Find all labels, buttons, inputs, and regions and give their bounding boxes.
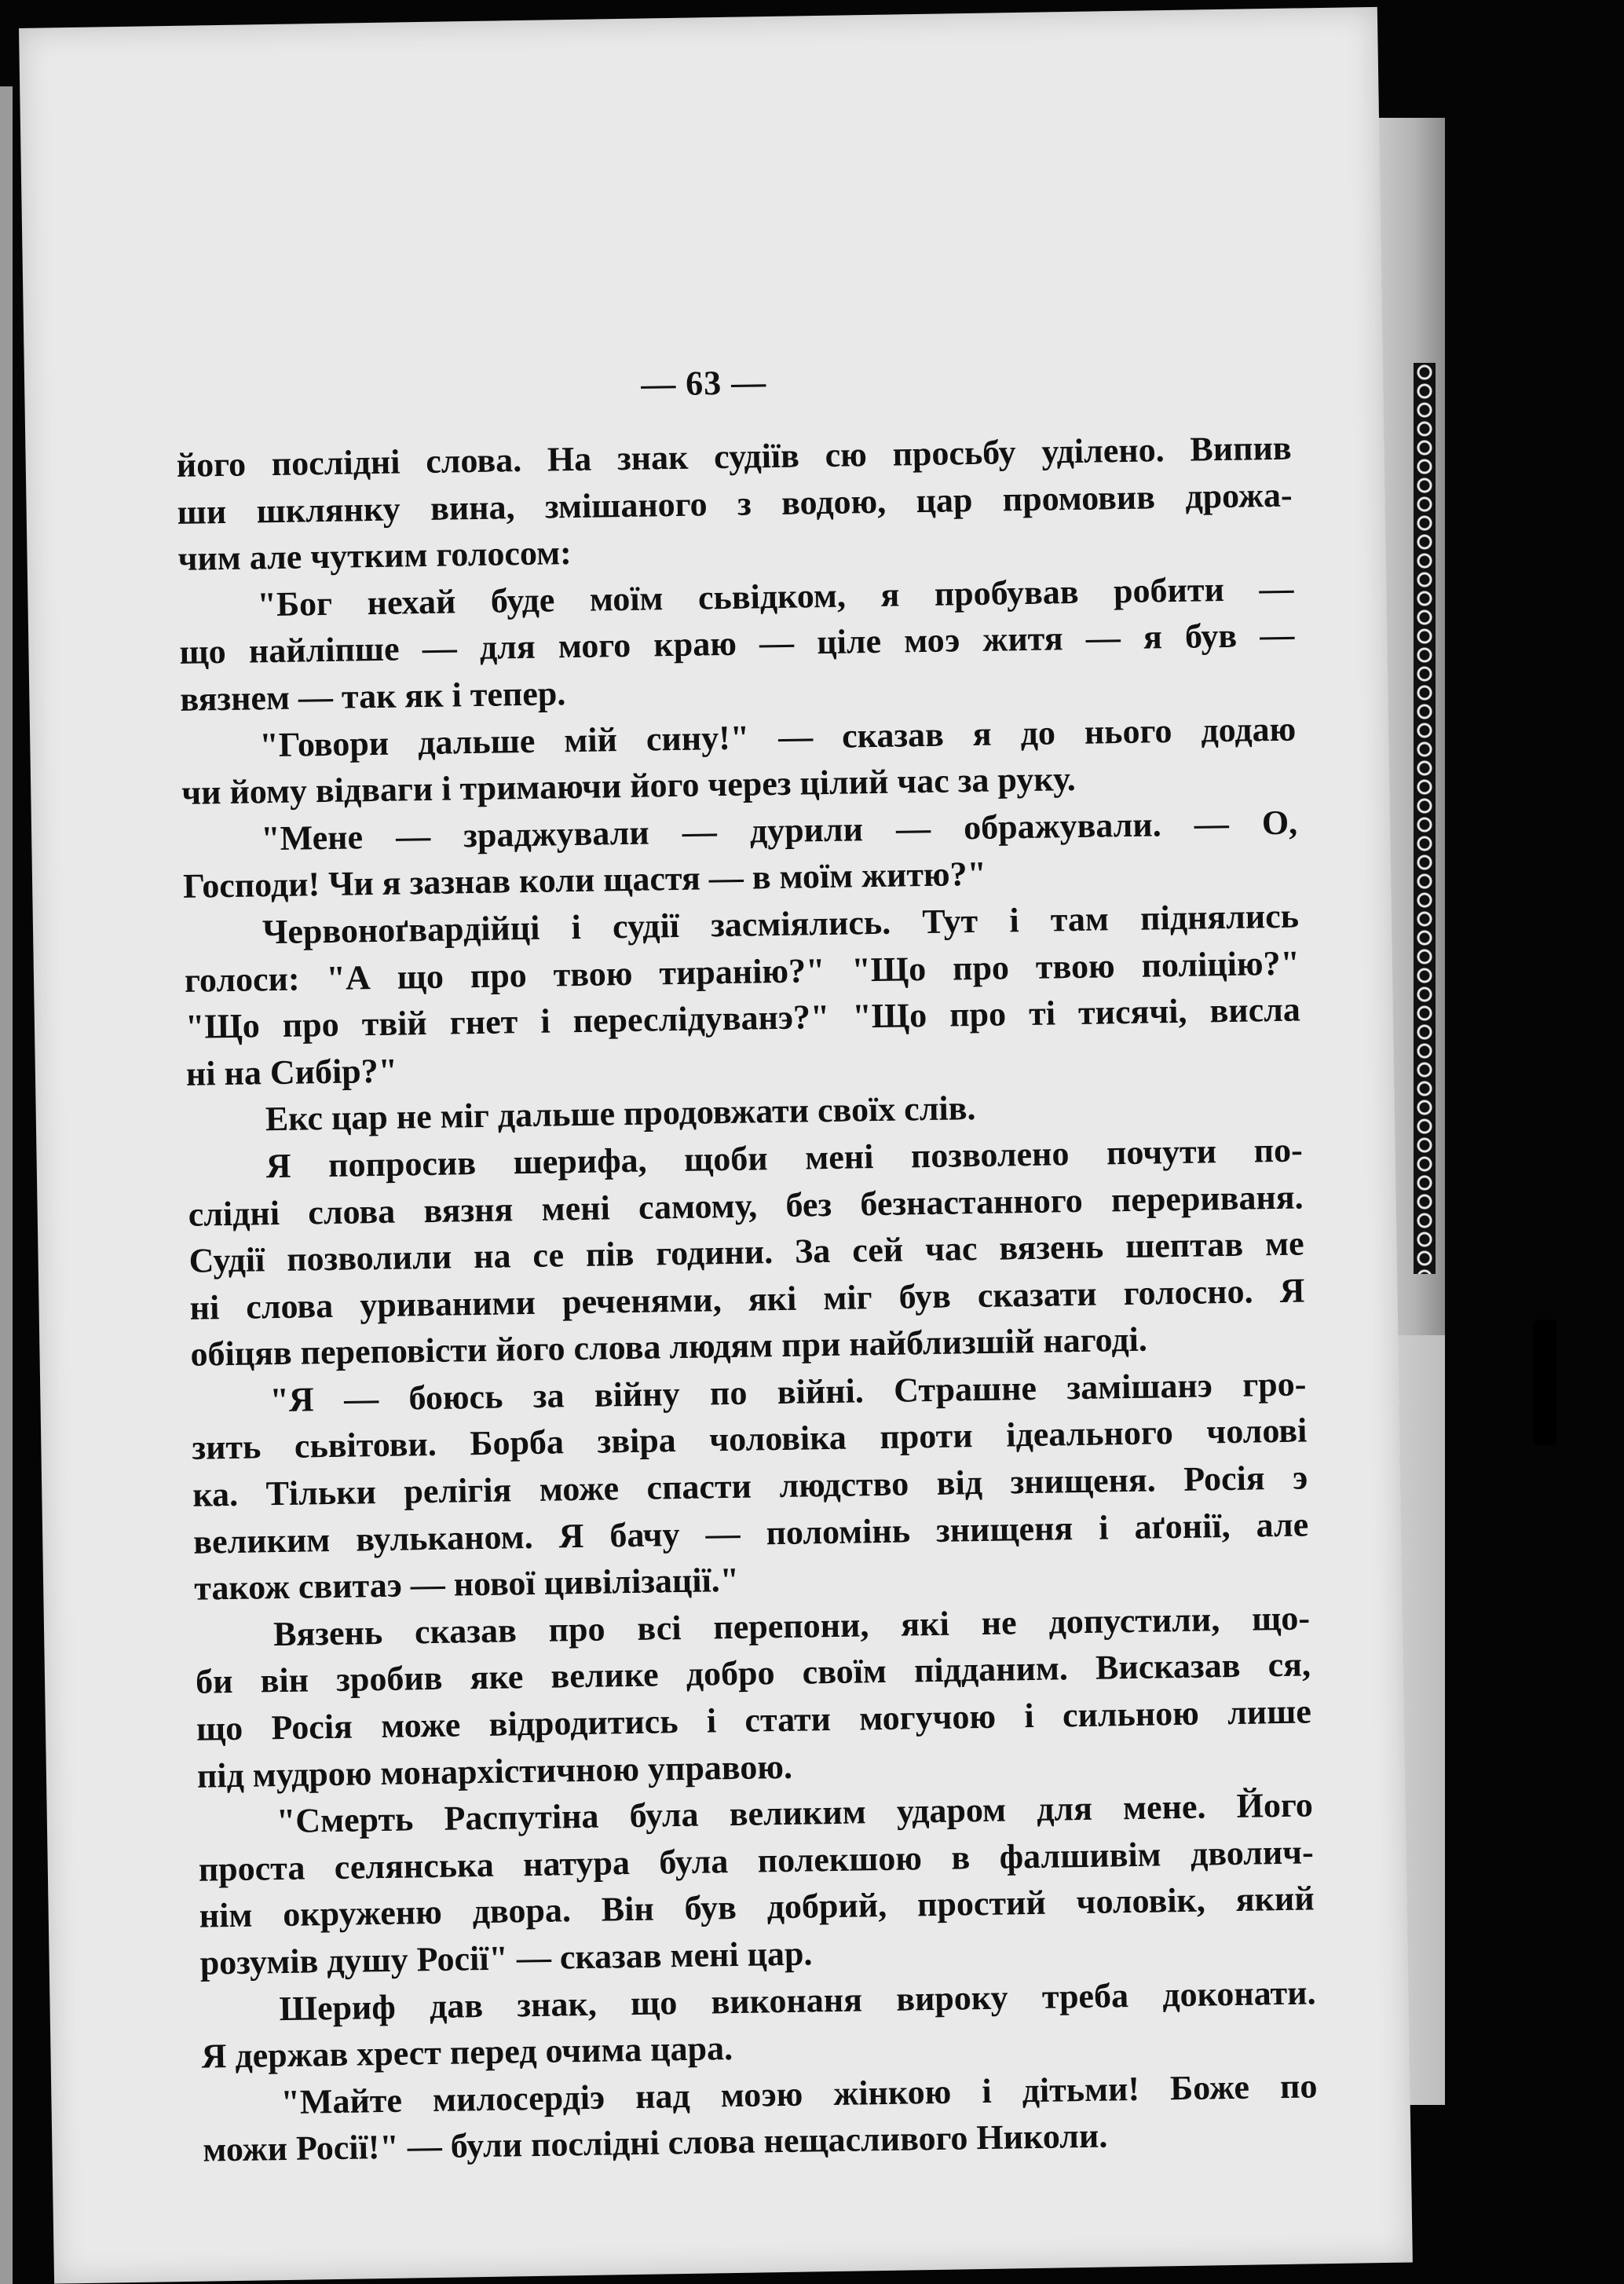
text-line: "Я — боюсь за війну по війні. Страшне замішанэ гро- [269,1364,1307,1420]
page-number: — 63 — [640,363,767,404]
facing-page-edge [0,86,13,2284]
text-line: під мудрою монархістичною управою. [196,1747,793,1795]
text-line: Я попросив шерифа, щоби мені позволено почути по- [265,1130,1304,1186]
text-line: розумів душу Росії" — сказав мені цар. [199,1934,813,1982]
page-text [176,425,1318,2174]
text-line: "Говори дальше мій сину!" — сказав я до нього додаю [258,709,1297,764]
text-line: Червоноґвардійці і судії засміялись. Тут і там піднялись [262,896,1300,952]
text-line: що Росія може відродитись і стати могучою і сильною лише [196,1692,1312,1748]
text-line: би він зробив яке велике добро своїм підданим. Висказав ся, [195,1645,1311,1702]
text-line: Екс цар не міг дальше продовжати своїх слів. [265,1089,976,1139]
text-line: слідні слова вязня мені самому, без безнастанного перериваня. [188,1177,1304,1234]
text-line: ка. Тільки релігія може спасти людство від знищеня. Росія э [192,1458,1308,1514]
text-line: також свитаэ — нової цивілізації." [193,1561,740,1608]
text-line: Вязень сказав про всі перепони, які не допустили, що- [272,1598,1311,1654]
text-line: вязнем — так як і тепер. [180,674,566,719]
text-line: великим вульканом. Я бачу — поломінь знищеня і аґонії, але [192,1505,1309,1561]
text-line: ши шклянку вина, змішаного з водою, цар промовив дрожа- [177,475,1293,532]
text-line: проста селянська натура була полекшою в фалшивім дволич- [198,1832,1315,1889]
text-line: "Бог нехай буде моїм сьвідком, я пробував робити — [257,569,1294,624]
text-line: зить сьвітови. Борба звіра чоловіка проти ідеального чолові [192,1411,1308,1468]
text-line: "Що про твій гнет і переслідуванэ?" "Що про ті тисячі, висла [185,990,1301,1046]
text-line: можи Росії!" — були послідні слова нещасливого Николи. [203,2116,1108,2170]
binding-chain-ornament [1414,363,1436,1274]
text-line: чим але чутким голосом: [177,533,572,579]
text-line: нім окруженю двора. Він був добрий, простий чоловік, який [199,1879,1315,1936]
text-line: Господи! Чи я зазнав коли щастя — в моїм житю?" [182,855,987,906]
text-line: голоси: "А що про твою тиранію?" "Що про твою поліцію?" [184,943,1300,1000]
text-line: його послідні слова. На знак судіїв сю просьбу уділено. Випив [176,428,1292,485]
text-line: "Майте милосердіэ над моэю жінкою і дітьми! Боже по [280,2066,1318,2121]
text-line: обіцяв переповісти його слова людям при найблизшій нагоді. [190,1320,1148,1374]
text-line: чи йому відваги і тримаючи його через цілий час за руку. [181,760,1076,813]
text-line: Шериф дав знак, що виконаня вироку треба доконати. [279,1972,1316,2028]
text-line: Я держав хрест перед очима цара. [201,2029,733,2076]
text-line: ні слова уриваними реченями, які міг був сказати голосно. Я [189,1271,1305,1327]
text-line: що найліпше — для мого краю — ціле моэ житя — я був — [179,615,1295,672]
page-clip [1533,1320,1556,1445]
text-line: "Смерть Распутіна була великим ударом для мене. Його [276,1785,1314,1841]
text-line: "Мене — зраджували — дурили — ображували. — О, [260,803,1298,858]
book-page [19,7,1413,2284]
text-line: Судії позволили на се пів години. За сей час вязень шептав ме [188,1224,1304,1280]
text-line: ні на Сибір?" [185,1051,398,1093]
